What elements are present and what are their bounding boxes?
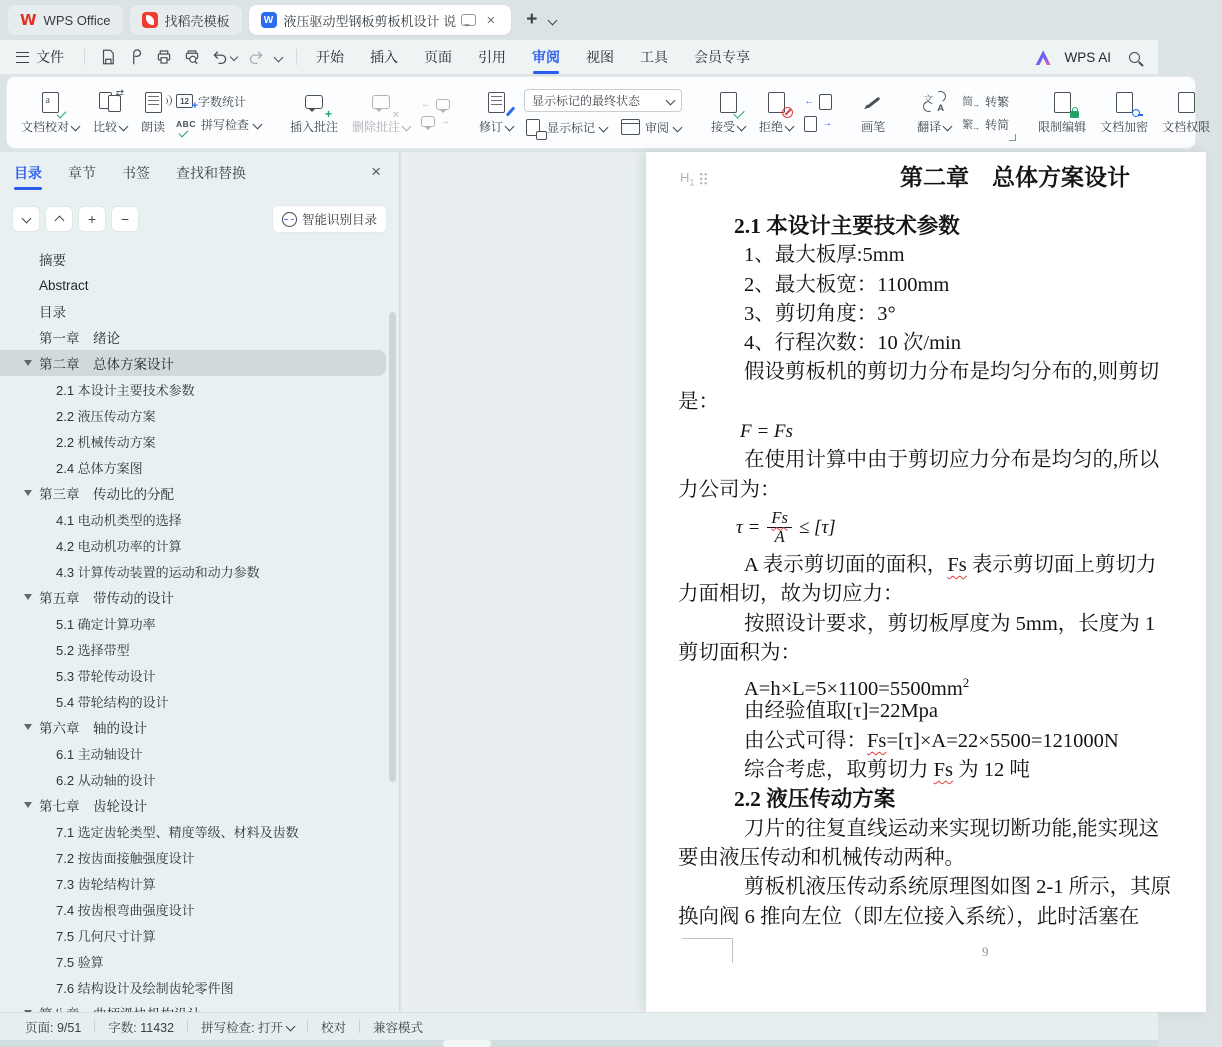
doc-line: 3、剪切角度：3° [744, 302, 896, 325]
smart-toc-button[interactable]: 智能识别目录 [272, 205, 387, 233]
menu-item-5[interactable]: 视图 [586, 49, 614, 65]
word-doc-icon: W [261, 12, 277, 28]
ribbon-review [6, 76, 1211, 149]
doc-line: 4、行程次数：10 次/min [744, 332, 961, 355]
toc-item-label: 7.3 齿轮结构计算 [56, 876, 156, 892]
toc-item[interactable] [0, 532, 399, 558]
tab-wps-home[interactable] [8, 5, 123, 35]
navigation-sidebar [0, 152, 400, 1012]
toc-item[interactable] [0, 272, 399, 298]
toc-item[interactable] [0, 870, 399, 896]
heading-level-marker[interactable]: $H_1$ [680, 170, 708, 188]
menu-item-7[interactable]: 会员专享 [694, 49, 750, 65]
next-comment-button [421, 116, 450, 127]
insert-comment-button[interactable]: + 插入批注 [283, 86, 345, 139]
toc-item-label: 第二章 总体方案设计 [39, 357, 174, 372]
doc-line: 在使用计算中由于剪切应力分布是均匀的,所以 [744, 449, 1160, 472]
chapter-title: 第二章 总体方案设计 [900, 165, 1130, 190]
translate-button[interactable]: 文 A 翻译 [910, 86, 958, 139]
toc-item-label: 5.2 选择带型 [56, 642, 130, 658]
doc-line: 剪切面积为： [678, 641, 801, 664]
toc-item[interactable] [0, 506, 399, 532]
doc-line: A 表示剪切面的面积，Fs 表示剪切面上剪切力 [744, 553, 1157, 576]
status-page[interactable]: 页面: 9/51 [25, 1020, 82, 1035]
doc-line: 要由液压传动和机械传动两种。 [678, 846, 965, 869]
next-comment-icon: → [440, 115, 451, 127]
toc-item-label: 第六章 轴的设计 [39, 721, 147, 736]
quick-access-toolbar [91, 48, 290, 66]
toc-list [0, 246, 399, 1012]
doc-line: 假设剪板机的剪切力分布是均匀分布的,则剪切 [744, 361, 1160, 384]
toc-item[interactable] [0, 636, 399, 662]
window-tab-bar [0, 0, 1158, 40]
toc-item-label: 2.2 液压传动方案 [56, 408, 156, 424]
x-icon: × [392, 109, 399, 121]
letter-a-glyph: a [45, 94, 50, 106]
comment-bubble-icon[interactable] [461, 14, 476, 26]
wps-logo-icon: W [20, 11, 37, 29]
reject-change-button[interactable]: 拒绝 [752, 86, 800, 139]
doc-line: 剪板机液压传动系统原理图如图 2-1 所示，其原 [744, 876, 1172, 899]
toc-item-label: 7.5 验算 [56, 954, 104, 970]
toc-item[interactable] [0, 714, 399, 740]
hamburger-icon [16, 52, 29, 63]
new-tab-button[interactable]: + [526, 9, 538, 30]
review-pane-button[interactable]: 审阅 [621, 118, 681, 136]
doc-line: 由经验值取[τ]=22Mpa [744, 700, 939, 723]
zoom-in-button[interactable]: + [78, 206, 106, 232]
simplified-char-icon: 简 → [962, 96, 981, 109]
doc-line: 是： [678, 390, 719, 413]
read-aloud-button[interactable]: 朗读 [134, 86, 172, 139]
doc-line: 2、最大板宽：1100mm [744, 273, 950, 296]
wps-ai-icon [1034, 49, 1054, 66]
wps-ai-label[interactable]: WPS AI [1064, 49, 1111, 65]
toc-item[interactable] [0, 402, 399, 428]
word-count-icon: 12 + [176, 94, 193, 108]
horizontal-scrollbar[interactable] [0, 1040, 1158, 1047]
toc-item-label: Abstract [39, 277, 89, 293]
collapse-all-button[interactable] [45, 206, 73, 232]
previous-comment-button [421, 99, 450, 110]
search-icon[interactable] [1129, 52, 1140, 63]
prohibition-icon [782, 107, 793, 118]
doc-line: 力面相切，故为切应力： [678, 583, 904, 606]
toc-item-label: 5.3 带轮传动设计 [56, 668, 156, 684]
toc-item-label: 7.4 按齿根弯曲强度设计 [56, 902, 195, 918]
status-proofread[interactable]: 校对 [321, 1020, 347, 1035]
sidebar-tab-bookmarks[interactable]: 书签 [122, 165, 150, 181]
toc-item-label: 4.2 电动机功率的计算 [56, 538, 182, 554]
next-change-button[interactable] [804, 116, 832, 132]
sidebar-tabs [0, 152, 399, 194]
toc-item[interactable] [0, 558, 399, 584]
docer-icon [142, 12, 158, 28]
toc-item-label: 目录 [39, 305, 66, 320]
separator [296, 49, 297, 65]
proofread-button[interactable]: a 文档校对 [14, 86, 86, 139]
sidebar-tab-chapters[interactable]: 章节 [68, 165, 96, 181]
zoom-out-button[interactable]: − [111, 206, 139, 232]
menu-item-2[interactable]: 页面 [424, 49, 452, 65]
toc-item[interactable] [0, 480, 399, 506]
expand-all-button[interactable] [12, 206, 40, 232]
toc-item[interactable] [0, 428, 399, 454]
delete-comment-button: × 删除批注 [345, 86, 417, 139]
to-simplified-button[interactable]: 繁 → 转简 [962, 117, 1010, 132]
toc-item[interactable] [0, 376, 399, 402]
undo-button[interactable] [211, 48, 237, 66]
toc-item[interactable] [0, 766, 399, 792]
swap-arrows-icon: ⇄ [115, 88, 125, 99]
page-number: 9 [982, 944, 989, 959]
expand-triangle-icon[interactable] [24, 490, 32, 496]
menu-item-1[interactable]: 插入 [370, 49, 398, 65]
toc-item-label: 6.2 从动轴的设计 [56, 772, 156, 788]
tab-docer-templates[interactable] [130, 5, 242, 35]
status-spell-check[interactable]: 拼写检查: 打开 [188, 1018, 307, 1036]
accept-change-button[interactable]: 接受 [704, 86, 752, 139]
toc-item-label: 摘要 [39, 253, 66, 268]
doc-line: F = Fs [740, 421, 793, 443]
toc-item[interactable] [0, 844, 399, 870]
toc-item[interactable] [0, 324, 399, 350]
close-tab-icon[interactable]: × [486, 11, 496, 29]
expand-triangle-icon[interactable] [24, 594, 32, 600]
expand-triangle-icon[interactable] [24, 724, 32, 730]
doc-line: 刀片的往复直线运动来实现切断功能,能实现这 [744, 817, 1160, 840]
robot-icon [282, 212, 297, 227]
toc-item[interactable] [0, 246, 399, 272]
encrypt-document-button[interactable]: 文档加密 [1093, 86, 1155, 139]
toc-item[interactable] [0, 688, 399, 714]
word-count-button[interactable]: 12 + 字数统计 [176, 93, 261, 110]
toc-item-label: 第五章 带传动的设计 [39, 591, 174, 606]
print-icon[interactable] [155, 48, 173, 66]
toc-item-label: 2.2 机械传动方案 [56, 434, 156, 450]
toc-item-label: 6.1 主动轴设计 [56, 746, 143, 762]
previous-change-button[interactable] [804, 94, 832, 110]
plus-icon: + [324, 107, 332, 121]
redo-icon[interactable] [247, 48, 265, 66]
toc-item[interactable] [0, 818, 399, 844]
export-pdf-icon[interactable] [127, 48, 145, 66]
toc-item-label: 7.5 几何尺寸计算 [56, 928, 156, 944]
toc-item[interactable] [0, 948, 399, 974]
menu-item-6[interactable]: 工具 [640, 49, 668, 65]
sidebar-tab-find-replace[interactable]: 查找和替换 [176, 165, 246, 181]
toc-item-label: 第七章 齿轮设计 [39, 799, 147, 814]
toc-item[interactable] [0, 792, 399, 818]
toc-item[interactable] [0, 896, 399, 922]
key-icon [1132, 109, 1140, 117]
track-changes-button[interactable]: 修订 [472, 86, 520, 139]
file-menu-label: 文件 [36, 49, 64, 65]
dialog-launcher-icon[interactable] [1009, 134, 1016, 141]
menu-item-0[interactable]: 开始 [316, 49, 344, 65]
doc-line: 1、最大板厚:5mm [744, 244, 905, 267]
scrollbar-thumb[interactable] [443, 1040, 491, 1047]
document-canvas [401, 152, 1172, 1012]
doc-line: 2.2 液压传动方案 [734, 787, 896, 812]
toc-item-label: 第一章 绪论 [39, 331, 120, 346]
menu-items [303, 40, 763, 74]
markup-state-select[interactable]: 显示标记的最终状态 [524, 89, 682, 112]
toc-item-label: 7.1 选定齿轮类型、精度等级、材料及齿数 [56, 824, 299, 840]
review-pane-icon [621, 119, 640, 135]
toc-item-label: 5.1 确定计算功率 [56, 616, 156, 632]
expand-triangle-icon[interactable] [24, 360, 32, 366]
menu-item-3[interactable]: 引用 [478, 49, 506, 65]
status-bar [0, 1012, 1158, 1040]
doc-line: 按照设计要求，剪切板厚度为 5mm，长度为 1 [744, 612, 1156, 635]
pen-icon [866, 96, 880, 108]
toc-item[interactable] [0, 974, 399, 1000]
status-compat-mode[interactable]: 兼容模式 [373, 1020, 424, 1035]
tab-document[interactable] [249, 5, 512, 35]
prev-comment-icon: ← [421, 98, 432, 110]
to-traditional-button[interactable]: 简 → 转繁 [962, 94, 1010, 109]
tab-list-chevron-icon[interactable] [548, 15, 558, 25]
menu-item-4[interactable]: 审阅 [519, 40, 573, 74]
draw-pen-button[interactable]: 画笔 [854, 86, 892, 139]
save-icon[interactable] [99, 48, 117, 66]
toc-item[interactable] [0, 584, 399, 610]
chevron-down-icon [666, 96, 676, 106]
doc-line: 力公司为： [678, 478, 781, 501]
sidebar-tab-contents[interactable]: 目录 [14, 152, 42, 194]
customize-toolbar-chevron-icon[interactable] [274, 52, 284, 62]
doc-line: 由公式可得：Fs=[τ]×A=22×5500=121000N [744, 729, 1119, 752]
toc-item-label: 4.1 电动机类型的选择 [56, 512, 182, 528]
toc-item-label: 2.1 本设计主要技术参数 [56, 382, 195, 398]
document-content [676, 160, 1206, 932]
tab-docer-label: 找稻壳模板 [164, 13, 230, 29]
print-preview-icon[interactable] [183, 48, 201, 66]
file-menu[interactable] [0, 47, 78, 67]
spell-check-button[interactable]: ABC 拼写检查 [176, 116, 261, 133]
toc-toolbar [0, 202, 399, 236]
toc-item[interactable] [0, 610, 399, 636]
text-boundary-mark [682, 938, 733, 963]
restrict-editing-button[interactable]: 限制编辑 [1031, 86, 1093, 139]
toc-scrollbar[interactable] [389, 312, 396, 782]
status-word-count[interactable]: 字数: 11432 [108, 1020, 175, 1035]
close-sidebar-icon[interactable]: × [371, 162, 381, 181]
tab-wps-home-label: WPS Office [43, 12, 111, 28]
prev-change-icon: ← [804, 96, 815, 107]
lock-icon [1070, 111, 1079, 118]
toc-item[interactable] [0, 662, 399, 688]
toc-item-label: 4.3 计算传动装置的运动和动力参数 [56, 564, 260, 580]
next-change-icon: → [822, 118, 833, 129]
toc-item-label: 7.2 按齿面接触强度设计 [56, 850, 195, 866]
show-markup-button[interactable]: 显示标记 [524, 118, 607, 136]
doc-permission-button[interactable]: 文档权限 [1155, 86, 1217, 139]
doc-line: 综合考虑，取剪切力 Fs 为 12 吨 [744, 759, 1030, 782]
pen-badge-icon [506, 106, 516, 116]
toc-item[interactable] [0, 298, 399, 324]
undo-chevron-icon [230, 53, 238, 61]
spell-check-icon: ABC [176, 119, 196, 129]
toc-item-label: 7.6 结构设计及绘制齿轮零件图 [56, 980, 234, 996]
separator [84, 49, 85, 65]
toc-item[interactable] [0, 454, 399, 480]
toc-item-label: 5.4 带轮结构的设计 [56, 694, 169, 710]
toc-item[interactable] [0, 922, 399, 948]
menu-bar [0, 40, 1158, 74]
translate-icon: 文 A [922, 90, 946, 114]
toc-item[interactable] [0, 350, 386, 376]
toc-item[interactable] [0, 740, 399, 766]
undo-icon [211, 48, 229, 66]
doc-line: 换向阀 6 推向左位（即左位接入系统），此时活塞在 [678, 905, 1140, 928]
toc-item-label: 第三章 传动比的分配 [39, 487, 174, 502]
traditional-char-icon: 繁 → [962, 119, 981, 132]
doc-line: 2.1 本设计主要技术参数 [734, 214, 960, 238]
document-tab-title: 液压驱动型钢板剪板机设计 说 [283, 13, 457, 29]
toc-item-label: 2.4 总体方案图 [56, 460, 143, 476]
document-page[interactable] [646, 152, 1206, 1012]
sound-waves-icon [162, 95, 172, 106]
doc-line: $A=h\times L=5\times 1100=5500mm^2$ [744, 675, 970, 700]
compare-button[interactable]: ⇄ 比较 [86, 86, 134, 139]
expand-triangle-icon[interactable] [24, 802, 32, 808]
bubble-badge-icon [536, 131, 547, 140]
doc-line: τ = $\frac{Fs}{A}$ ≤ [τ] [736, 507, 836, 547]
